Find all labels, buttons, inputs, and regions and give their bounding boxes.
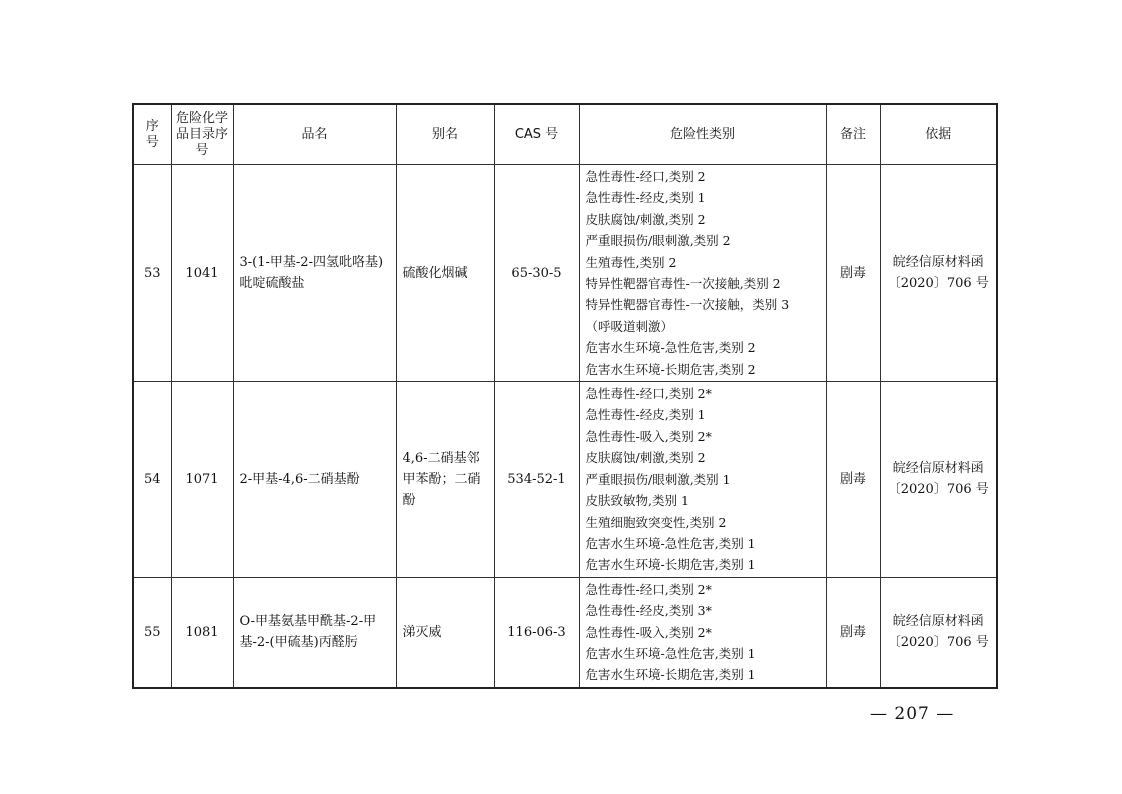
- header-catalog-no: 危险化学品目录序号: [171, 104, 233, 165]
- hazard-item: 严重眼损伤/眼刺激,类别 2: [585, 233, 731, 249]
- table-row: [133, 382, 997, 578]
- basis: 皖经信原材料函〔2020〕706 号: [880, 382, 997, 578]
- page-number: — 207 —: [870, 704, 955, 724]
- hazard-item: 生殖细胞致突变性,类别 2: [585, 514, 727, 530]
- hazard-item: 皮肤腐蚀/刺激,类别 2: [585, 450, 706, 466]
- catalog-no: 1041: [171, 165, 233, 382]
- product-name: 3-(1-甲基-2-四氢吡咯基)吡啶硫酸盐: [233, 165, 396, 382]
- hazard-item: 急性毒性-经皮,类别 1: [585, 190, 706, 206]
- alias: 4,6-二硝基邻甲苯酚；二硝酚: [396, 382, 494, 578]
- hazard-item: 危害水生环境-急性危害,类别 1: [585, 535, 756, 551]
- serial-no: 53: [133, 165, 171, 382]
- hazard-item: 严重眼损伤/眼刺激,类别 1: [585, 471, 731, 487]
- table-row: [133, 577, 997, 688]
- remark: 剧毒: [826, 577, 880, 688]
- cas-no: 65-30-5: [494, 165, 579, 382]
- product-name: 2-甲基-4,6-二硝基酚: [233, 382, 396, 578]
- hazard-item: 危害水生环境-急性危害,类别 1: [585, 645, 756, 661]
- hazard-item: 急性毒性-经口,类别 2*: [585, 581, 712, 597]
- hazard-item: 特异性靶器官毒性-一次接触，类别 3: [585, 297, 790, 313]
- header-alias: 别名: [396, 104, 494, 165]
- serial-no: 54: [133, 382, 171, 578]
- catalog-no: 1081: [171, 577, 233, 688]
- hazard-item: 急性毒性-经皮,类别 1: [585, 407, 706, 423]
- alias: 涕灭威: [396, 577, 494, 688]
- header-hazard-class: 危险性类别: [579, 104, 826, 165]
- basis: 皖经信原材料函〔2020〕706 号: [880, 577, 997, 688]
- remark: 剧毒: [826, 165, 880, 382]
- hazard-item: （呼吸道刺激）: [585, 318, 674, 334]
- remark: 剧毒: [826, 382, 880, 578]
- header-remark: 备注: [826, 104, 880, 165]
- hazard-class-list: [579, 165, 826, 382]
- header-serial-no: 序号: [133, 104, 171, 165]
- product-name: O-甲基氨基甲酰基-2-甲基-2-(甲硫基)丙醛肟: [233, 577, 396, 688]
- hazard-item: 皮肤腐蚀/刺激,类别 2: [585, 211, 706, 227]
- hazard-item: 特异性靶器官毒性-一次接触,类别 2: [585, 276, 781, 292]
- catalog-no: 1071: [171, 382, 233, 578]
- table-header-row: [133, 104, 997, 165]
- hazard-item: 急性毒性-经口,类别 2: [585, 169, 706, 184]
- hazard-class-list: [579, 382, 826, 578]
- hazard-item: 生殖毒性,类别 2: [585, 254, 677, 270]
- header-cas-no: CAS 号: [494, 104, 579, 165]
- table-row: [133, 165, 997, 382]
- cas-no: 116-06-3: [494, 577, 579, 688]
- header-product-name: 品名: [233, 104, 396, 165]
- hazard-item: 危害水生环境-长期危害,类别 1: [585, 557, 756, 573]
- hazard-item: 危害水生环境-长期危害,类别 2: [585, 361, 756, 377]
- hazard-class-list: [579, 577, 826, 688]
- hazard-item: 急性毒性-吸入,类别 2*: [585, 624, 712, 640]
- alias: 硫酸化烟碱: [396, 165, 494, 382]
- hazard-item: 急性毒性-经皮,类别 3*: [585, 603, 712, 619]
- header-basis: 依据: [880, 104, 997, 165]
- hazard-item: 急性毒性-吸入,类别 2*: [585, 428, 712, 444]
- basis: 皖经信原材料函〔2020〕706 号: [880, 165, 997, 382]
- cas-no: 534-52-1: [494, 382, 579, 578]
- hazard-item: 急性毒性-经口,类别 2*: [585, 386, 712, 402]
- hazard-item: 皮肤致敏物,类别 1: [585, 493, 689, 509]
- serial-no: 55: [133, 577, 171, 688]
- hazard-item: 危害水生环境-长期危害,类别 1: [585, 667, 756, 683]
- hazard-item: 危害水生环境-急性危害,类别 2: [585, 340, 756, 356]
- hazardous-chemicals-table: [132, 103, 998, 689]
